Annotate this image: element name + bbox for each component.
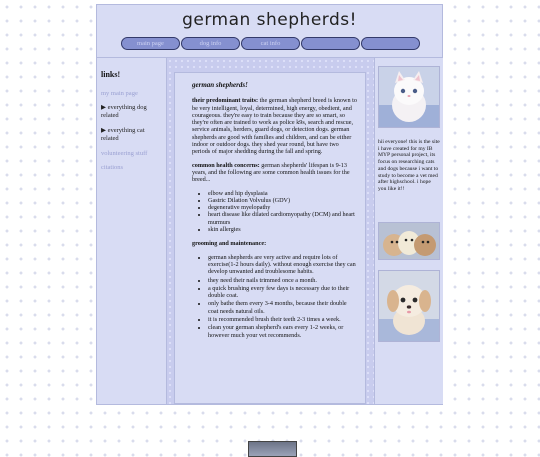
page-container	[96, 4, 443, 405]
bio-text: hii everyone! this is the site i have created for my IB MYP personal project, its focus on researching cats and dogs because i want to study to become a vet med after highschool. i hope you like it!!	[378, 139, 440, 192]
sidebar-link-main-page[interactable]: my main page	[101, 90, 138, 97]
sidebar-item-cat[interactable]: ▶ everything cat related	[101, 127, 145, 142]
list-item: • german shepherds are very active and require lots of exercise(1-2 hours daily). without enough exercise they can develop unwanted and troublesome habits.	[208, 254, 358, 276]
grooming-heading: grooming and maintenance:	[192, 240, 267, 248]
list-item: • elbow and hip dysplasia	[208, 190, 358, 197]
traits-paragraph	[192, 97, 358, 155]
nav-button-cat-info[interactable]: cat info	[241, 37, 300, 50]
list-item: • heart disease like dilated cardiomyopathy (DCM) and heart murmurs	[208, 211, 358, 226]
nav-button-main-page[interactable]: main page	[121, 37, 180, 50]
health-heading: common health concerns:	[192, 161, 260, 169]
puppy-photo	[378, 270, 440, 342]
puppies-image	[379, 223, 439, 259]
traits-heading: their predominant traits:	[192, 97, 259, 105]
sidebar-item-dog[interactable]: ▶ everything dog related	[101, 104, 147, 119]
left-sidebar	[97, 58, 167, 404]
sidebar-link-volunteering[interactable]: volunteering stuff	[101, 150, 148, 157]
kitten-photo	[378, 66, 440, 128]
grooming-list	[192, 254, 358, 339]
puppy-image	[379, 271, 439, 341]
sidebar-heading: links!	[101, 70, 121, 79]
traits-text: the german shepherd breed is known to be very intelligent, loyal, determined, high energy, obedient, and courageous. they're easy to train because they are so smart, so they're often are trained to work as police k9s, search and rescue, service animals, herders, guard dogs, or detection dogs. german shepherds are good with families and children, and can be either indoor or outdoor dogs. they shed year round, but have two periods of major shedding during the fall and spring.	[192, 97, 357, 156]
list-item: • a quick brushing every few days is necessary due to their double coat.	[208, 285, 358, 300]
nav-button-dog-info[interactable]: dog info	[181, 37, 240, 50]
list-item: • only bathe them every 3-4 months, because their double coat needs natural oils.	[208, 300, 358, 315]
bottom-image	[248, 441, 297, 457]
grooming-paragraph	[192, 240, 358, 247]
nav-button-5[interactable]	[361, 37, 420, 50]
nav-button-4[interactable]	[301, 37, 360, 50]
right-sidebar	[374, 58, 443, 404]
nav-bar	[121, 37, 421, 50]
health-list	[192, 190, 358, 234]
health-text: german shepherds' lifespan is 9-13 years, and the following are some common health issues for the breed...	[192, 161, 350, 184]
puppies-photo	[378, 222, 440, 260]
kitten-image	[379, 67, 439, 127]
sidebar-link-citations[interactable]: citations	[101, 164, 124, 171]
list-item: • it is recommended brush their teeth 2-3 times a week.	[208, 316, 358, 323]
site-title: german shepherds!	[182, 10, 357, 30]
main-column	[167, 58, 374, 404]
article	[174, 72, 366, 404]
list-item: • Gastric Dilation Volvulus (GDV)	[208, 197, 358, 204]
site-header	[97, 5, 442, 58]
list-item: • they need their nails trimmed once a month.	[208, 277, 358, 284]
list-item: • degenerative myelopathy	[208, 204, 358, 211]
article-title: german shepherds!	[192, 81, 248, 89]
list-item: • skin allergies	[208, 226, 358, 233]
list-item: • clean your german shepherd's ears every 1-2 weeks, or however much your vet recommends.	[208, 324, 358, 339]
health-paragraph	[192, 162, 358, 184]
